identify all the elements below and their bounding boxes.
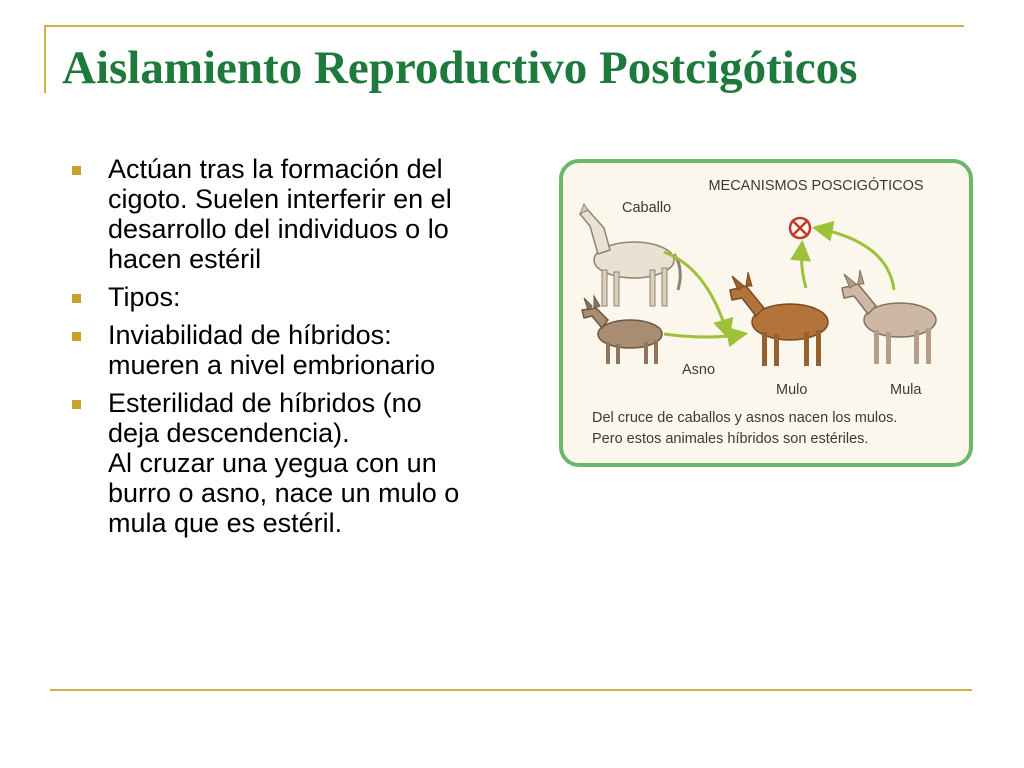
label-mula: Mula <box>890 382 922 398</box>
figure-caption-line: Del cruce de caballos y asnos nacen los mulos. <box>592 410 898 426</box>
square-bullet-icon <box>72 332 81 341</box>
bullet-item <box>70 282 540 312</box>
left-rule <box>44 25 46 93</box>
figure-illustration <box>558 158 974 468</box>
slide-title: Aislamiento Reproductivo Postcigóticos <box>62 42 858 94</box>
bottom-rule <box>50 689 972 691</box>
bullet-text-line: cigoto. Suelen interferir en el <box>108 184 452 214</box>
top-rule <box>44 25 964 27</box>
bullet-text-line: Esterilidad de híbridos (no <box>108 388 422 418</box>
label-caballo: Caballo <box>622 200 672 216</box>
bullet-text-line: mula que es estéril. <box>108 508 343 538</box>
bullet-item <box>70 320 540 380</box>
square-bullet-icon <box>72 294 81 303</box>
bullet-text-line: deja descendencia). <box>108 418 350 448</box>
bullet-text-line: desarrollo del individuos o lo <box>108 214 449 244</box>
bullet-text-line: Inviabilidad de híbridos: <box>108 320 392 350</box>
bullet-item <box>70 388 540 538</box>
bullet-text-line: burro o asno, nace un mulo o <box>108 478 460 508</box>
bullet-text-line: Actúan tras la formación del <box>108 154 443 184</box>
square-bullet-icon <box>72 166 81 175</box>
label-asno: Asno <box>682 362 716 378</box>
hybrid-sterility-figure <box>558 158 974 468</box>
bullet-list <box>70 154 540 546</box>
label-mulo: Mulo <box>776 382 808 398</box>
figure-heading: MECANISMOS POSCIGÓTICOS <box>708 178 924 194</box>
bullet-text-line: Al cruzar una yegua con un <box>108 448 437 478</box>
bullet-text-line: hacen estéril <box>108 244 262 274</box>
square-bullet-icon <box>72 400 81 409</box>
bullet-text-line: Tipos: <box>108 282 181 312</box>
figure-caption-line: Pero estos animales híbridos son estériles. <box>592 431 869 447</box>
bullet-text-line: mueren a nivel embrionario <box>108 350 436 380</box>
bullet-item <box>70 154 540 274</box>
